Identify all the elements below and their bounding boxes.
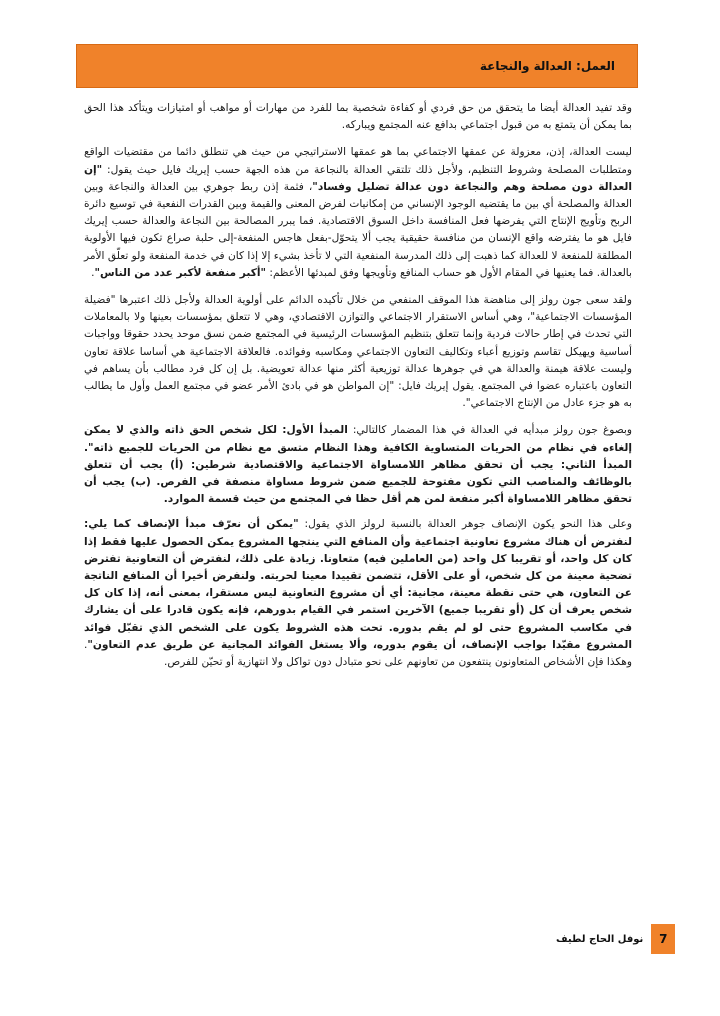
paragraph-2-quote: "إن العدالة دون مصلحة وهم والنجاعة دون عدالة تضليل وفساد" xyxy=(84,163,633,193)
paragraph-4-principles: المبدأ الأول: لكل شخص الحق ذاته والذي لا يمكن إلغاءه في نظام من الحريات المتساوية الكافية وهذا النظام متسق مع نظام من الحريات للجميع ذاته". المبدأ الثاني: يجب أن تحقق مظاهر اللامساواة الاجتماعية والاقتصادية شرطين: (أ) يجب أن تتعلق بالوظائف والمناصب التي تكون مفتوحة للجميع ضمن شروط مساواة منصفة في الفرص. (ب) يجب أن تحقق مظاهر اللامساواة أكبر منفعة لمن هم أقل حظا في المجتمع من حيث قسمة الموارد. xyxy=(84,424,632,506)
chapter-title: العمل: العدالة والنجاعة xyxy=(479,59,615,73)
paragraph-5-text-b: . وهكذا فإن الأشخاص المتعاونون ينتفعون من تعاونهم على نحو متبادل دون تواكل ولا انتهازية أو تحيّن للفرص. xyxy=(84,638,632,669)
page-number: 7 xyxy=(659,932,668,946)
page-number-box xyxy=(651,924,675,954)
paragraph-4-text-a: وبصوغ جون رولز مبدأيه في العدالة في هذا المضمار كالتالي: xyxy=(347,424,632,437)
page-footer xyxy=(556,924,675,954)
paragraph-2-text-a: ليست العدالة، إذن، معزولة عن عمقها الاجتماعي بما هو عمقها الاستراتيجي من حيث هي تنطلق دائما من مقتضيات الواقع ومتطلبات المصلحة وشروط التنظيم، ولأجل ذلك تلتقي العدالة بالنجاعة من هذه الجهة حسب إيريك فايل حيث يقول: xyxy=(84,146,632,176)
paragraph-2-quote2: "أكبر منفعة لأكبر عدد من الناس" xyxy=(94,266,267,279)
paragraph-4 xyxy=(84,422,632,508)
paragraph-2-text-b: ، فثمة إذن ربط جوهري بين العدالة والنجاعة وبين العدالة والمصلحة أي بين ما يقتضيه الوجود الإنساني من إمكانيات لفرض المعنى والقيمة وبين القدرات النفعية في توسيع دائرة الربح وتأويج الإنتاج التي يفرضها فعل المنافسة داخل السوق الاقتصادية. فما يبرر المصالحة بين النجاعة والعدالة حسب إيريك فايل هو ما يفترضه واقع الإنسان من منافسة حقيقية يجب ألا يتحوّل-بفعل هاجس المنفعة-إلى حلبة صراع تكون فيها الأولوية المطلقة للمنفعة لا للعدالة كما ذهبت إلى ذلك المدرسة المنفعية التي لا تأخذ بشيء إلا إذا كان في خدمة المنفعة ولو تعلّق الأمر بالعدالة. فما يعنيها في المقام الأول هو حساب المنافع وتأويجها وفق لمبدئها الأعظم: xyxy=(84,180,632,279)
paragraph-5-quote: "يمكن أن نعرّف مبدأ الإنصاف كما يلي: لنفترض أن هناك مشروع تعاونية اجتماعية وأن المنافع التي ينتجها المشروع يمكن الحصول عليها فقط إذا كان كل واحد، أو تقريبا كل واحد (من العاملين فيه) متعاونا. زيادة على ذلك، لنفترض أن التعاونية تفترض تضحية معينة من كل شخص، أو على الأقل، تتضمن تقييدا معينا لحريته. ولنفرض أخيرا أن المنافع الناتجة عن التعاون، هي حتى نقطة معينة، مجانية: أي أن مشروع التعاونية ليس مستقرا، بمعنى أنه، إذا كان كل شخص يعرف أن كل (أو تقريبا جميع) الآخرين استمر في القيام بدورهم، فإنه يكون قادرا على أن يشارك في مكاسب المشروع حتى لو لم يقم بدوره. تحت هذه الشروط يكون على الشخص الذي تقبّل فوائد المشروع مقيّدا بواجب الإنصاف، أن يقوم بدوره، وألا يستغل الفوائد المجانية عن طريق عدم التعاون" xyxy=(84,518,632,651)
paragraph-1: وقد تفيد العدالة أيضا ما يتحقق من حق فردي أو كفاءة شخصية بما للفرد من مهارات أو مواهب أو امتيازات ويتأكد هذا الحق بما يمكن أن يتمتع به من قبول اجتماعي بدافع عنه المجتمع ويباركه. xyxy=(84,102,632,132)
chapter-header-band xyxy=(76,44,638,88)
paragraph-3: ولقد سعى جون رولز إلى مناهضة هذا الموقف المنفعي من خلال تأكيده الدائم على أولوية العدالة ولأجل ذلك اعتبرها "فضيلة المؤسسات الاجتماعية"، وهي أساس الاستقرار الاجتماعي والتوازن الاقتصادي، وهي لا تتعلق بمؤسسات بعينها ولا بالمعاملات التي تحدث في إطار حالات فردية وإنما تتعلق بتنظيم المؤسسات الرئيسية في المجتمع ضمن نسق موحد يحدد حقوقا وواجبات أساسية ويهيكل تقاسم وتوزيع أعباء وتكاليف التعاون الاجتماعي ومكاسبه وفوائده. فالعلاقة الاجتماعية هي أساسا علاقة تعاون وليست علاقة هيمنة والعدالة هي في جوهرها عدالة توزيعية أكثر منها عدالة تعويضية. بل إن كل فرد مطالب بأن يساهم في التعاون باعتباره عضوا في المجتمع. يقول إيريك فايل: "إن المواطن هو في بادئ الأمر عضو في مجتمع العمل وأول ما يطالب به هو جزء عادل من الإنتاج الاجتماعي". xyxy=(84,294,632,410)
paragraph-2 xyxy=(84,144,632,282)
paragraph-2-text-c: . xyxy=(91,266,95,279)
page-body xyxy=(84,100,632,681)
author-name: نوفل الحاج لطيف xyxy=(556,933,644,945)
paragraph-5 xyxy=(84,516,632,671)
paragraph-5-text-a: وعلى هذا النحو يكون الإنصاف جوهر العدالة بالنسبة لرولز الذي يقول: xyxy=(298,518,632,531)
